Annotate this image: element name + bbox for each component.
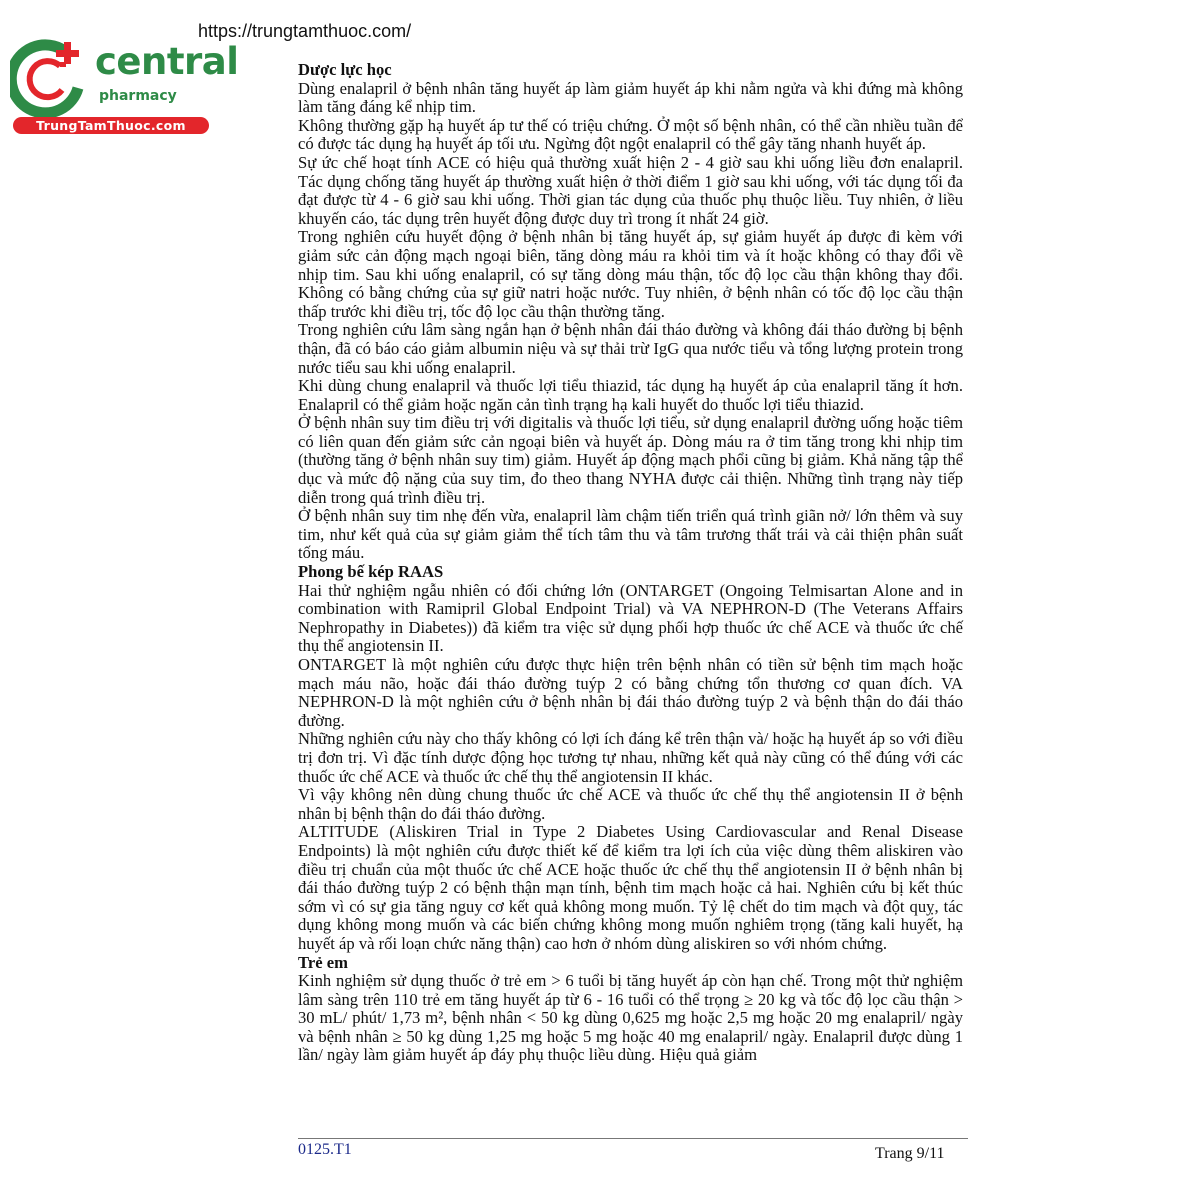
logo-brand-text: central	[95, 40, 239, 83]
paragraph: Hai thử nghiệm ngẫu nhiên có đối chứng lớn (ONTARGET (Ongoing Telmisartan Alone and in combination with Ramipril Global Endpoint Trial) và VA NEPHRON-D (The Veterans Affairs Nephropathy in Diabetes)) đã kiểm tra việc sử dụng phối hợp thuốc ức chế ACE và thuốc ức chế thụ thể angiotensin II.	[298, 580, 963, 656]
section-children	[298, 954, 963, 1066]
section-heading: Phong bế kép RAAS	[298, 562, 444, 582]
paragraph: Kinh nghiệm sử dụng thuốc ở trẻ em > 6 tuổi bị tăng huyết áp còn hạn chế. Trong một thử nghiệm lâm sàng trên 110 trẻ em tăng huyết áp từ 6 - 16 tuổi có thể trọng ≥ 20 kg và tốc độ lọc cầu thận > 30 mL/ phút/ 1,73 m², bệnh nhân < 50 kg dùng 0,625 mg hoặc 2,5 mg hoặc 20 mg enalapril/ ngày và bệnh nhân ≥ 50 kg dùng 1,25 mg hoặc 5 mg hoặc 40 mg enalapril/ ngày. Enalapril được dùng 1 lần/ ngày làm giảm huyết áp đáy phụ thuộc liều dùng. Hiệu quả giảm	[298, 971, 963, 1065]
section-dual-raas-blockade	[298, 563, 963, 953]
paragraph: Những nghiên cứu này cho thấy không có lợi ích đáng kể trên thận và/ hoặc hạ huyết áp so với điều trị đơn trị. Vì đặc tính dược động học tương tự nhau, những kết quả này cũng có thể đúng với các thuốc ức chế ACE và thuốc ức chế thụ thể angiotensin II khác.	[298, 729, 963, 786]
footer-divider	[298, 1138, 968, 1139]
site-url[interactable]: https://trungtamthuoc.com/	[198, 21, 412, 41]
document-body	[298, 61, 963, 1065]
paragraph: Vì vậy không nên dùng chung thuốc ức chế ACE và thuốc ức chế thụ thể angiotensin II ở bệnh nhân bị bệnh thận do đái tháo đường.	[298, 785, 963, 823]
document-code: 0125.T1	[298, 1141, 352, 1158]
paragraph: Khi dùng chung enalapril và thuốc lợi tiểu thiazid, tác dụng hạ huyết áp của enalapril tăng ít hơn. Enalapril có thể giảm hoặc ngăn cản tình trạng hạ kali huyết do thuốc lợi tiểu thiazid.	[298, 376, 963, 414]
central-pharmacy-logo	[10, 38, 239, 138]
section-pharmacodynamics	[298, 61, 963, 563]
logo-sub-text: pharmacy	[99, 88, 177, 104]
paragraph: Trong nghiên cứu huyết động ở bệnh nhân bị tăng huyết áp, sự giảm huyết áp được đi kèm với giảm sức cản động mạch ngoại biên, tăng dòng máu ra khỏi tim và ít hoặc không có thay đổi về nhịp tim. Sau khi uống enalapril, có sự tăng dòng máu thận, tốc độ lọc cầu thận không thay đổi. Không có bằng chứng của sự giữ natri hoặc nước. Tuy nhiên, ở bệnh nhân có tốc độ lọc cầu thận thấp trước khi điều trị, tốc độ lọc cầu thận thường tăng.	[298, 227, 963, 321]
pharmacy-cross-icon	[10, 38, 90, 118]
site-badge[interactable]: TrungTamThuoc.com	[13, 117, 209, 134]
paragraph: Ở bệnh nhân suy tim điều trị với digitalis và thuốc lợi tiểu, sử dụng enalapril đường uống hoặc tiêm có liên quan đến giảm sức cản ngoại biên và huyết áp. Dòng máu ra ở tim tăng trong khi nhịp tim (thường tăng ở bệnh nhân suy tim) giảm. Huyết áp động mạch phổi cũng bị giảm. Khả năng tập thể dục và mức độ nặng của suy tim, đo theo thang NYHA được cải thiện. Những tình trạng này tiếp diễn trong quá trình điều trị.	[298, 413, 963, 507]
page-number: Trang 9/11	[875, 1145, 945, 1162]
paragraph: ALTITUDE (Aliskiren Trial in Type 2 Diabetes Using Cardiovascular and Renal Disease Endpoints) là một nghiên cứu được thiết kế để kiểm tra lợi ích của việc dùng thêm aliskiren vào điều trị chuẩn của một thuốc ức chế ACE hoặc thuốc ức chế thụ thể angiotensin II ở bệnh nhân bị đái tháo đường tuýp 2 có bệnh thận mạn tính, bệnh tim mạch hoặc cả hai. Nghiên cứu bị kết thúc sớm vì có sự gia tăng nguy cơ kết quả không mong muốn. Tỷ lệ chết do tim mạch và đột quỵ, tác dụng không mong muốn và các biến chứng không mong muốn nghiêm trọng (tăng kali huyết, hạ huyết áp và rối loạn chức năng thận) cao hơn ở nhóm dùng aliskiren so với nhóm chứng.	[298, 822, 963, 953]
paragraph: Sự ức chế hoạt tính ACE có hiệu quả thường xuất hiện 2 - 4 giờ sau khi uống liều đơn enalapril. Tác dụng chống tăng huyết áp thường xuất hiện ở thời điểm 1 giờ sau khi uống, với tác dụng tối đa đạt được từ 4 - 6 giờ sau khi uống. Thời gian tác dụng của thuốc phụ thuộc liều. Tuy nhiên, ở liều khuyến cáo, tác dụng trên huyết động được duy trì trong ít nhất 24 giờ.	[298, 152, 963, 228]
section-heading: Trẻ em	[298, 952, 348, 972]
paragraph: ONTARGET là một nghiên cứu được thực hiện trên bệnh nhân có tiền sử bệnh tim mạch hoặc mạch máu não, hoặc đái tháo đường tuýp 2 có bằng chứng tổn thương cơ quan đích. VA NEPHRON-D là một nghiên cứu ở bệnh nhân bị đái tháo đường tuýp 2 và bệnh thận do đái tháo đường.	[298, 655, 963, 730]
paragraph: Ở bệnh nhân suy tim nhẹ đến vừa, enalapril làm chậm tiến triển quá trình giãn nở/ lớn thêm và suy tim, như kết quả của sự giảm giảm thể tích tâm thu và tâm trương thất trái và cải thiện phân suất tống máu.	[298, 506, 963, 563]
paragraph: Dùng enalapril ở bệnh nhân tăng huyết áp làm giảm huyết áp khi nằm ngửa và khi đứng mà không làm tăng đáng kể nhịp tim.	[298, 78, 963, 117]
section-heading: Dược lực học	[298, 60, 392, 79]
paragraph: Không thường gặp hạ huyết áp tư thế có triệu chứng. Ở một số bệnh nhân, có thể cần nhiều tuần để có được tác dụng hạ huyết áp tối ưu. Ngừng đột ngột enalapril có thể gây tăng nhanh huyết áp.	[298, 115, 963, 154]
paragraph: Trong nghiên cứu lâm sàng ngắn hạn ở bệnh nhân đái tháo đường và không đái tháo đường bị bệnh thận, đã có báo cáo giảm albumin niệu và sự thải trừ IgG qua nước tiểu và tổng lượng protein trong nước tiểu sau khi uống enalapril.	[298, 320, 963, 377]
